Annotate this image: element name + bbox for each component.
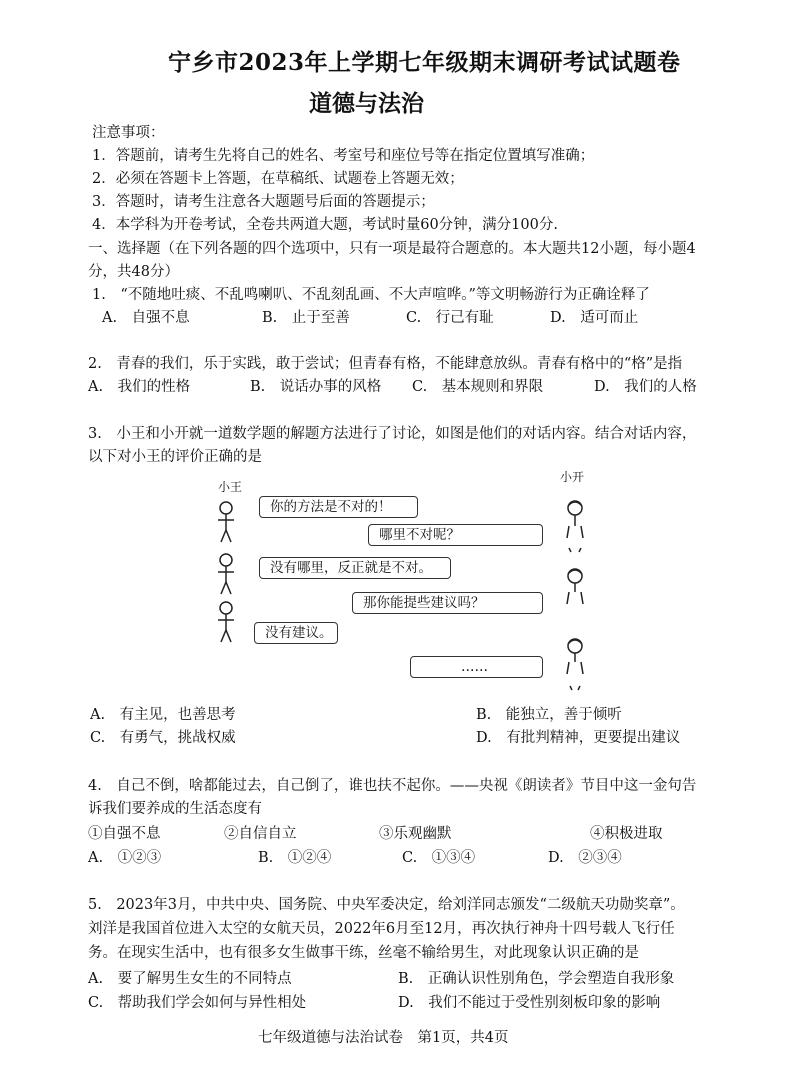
notes-item-2: 2．必须在答题卡上答题，在草稿纸、试题卷上答题无效； [92, 171, 464, 187]
speaker-left-figures [212, 498, 242, 648]
q5-option-a: A. 要了解男生女生的不同特点 [88, 971, 292, 987]
notes-item-1: 1．答题前，请考生先将自己的姓名、考室号和座位号等在指定位置填写准确； [92, 148, 595, 164]
q4-choice-3: ③乐观幽默 [379, 826, 452, 842]
q4-option-c: C. ①③④ [402, 850, 476, 866]
q1-option-c: C. 行己有耻 [406, 310, 494, 326]
notes-heading: 注意事项： [92, 125, 165, 141]
q1-stem: 1. “不随地吐痰、不乱鸣喇叭、不乱刻乱画、不大声喧哗。”等文明畅游行为正确诠释了 [92, 287, 650, 303]
subject-title: 道德与法治 [309, 90, 424, 117]
dialogue-bubble-6: …… [410, 656, 543, 678]
dialogue-bubble-2: 哪里不对呢？ [368, 524, 543, 546]
q5-option-b: B. 正确认识性别角色，学会塑造自我形象 [398, 971, 675, 987]
q4-choice-4: ④积极进取 [590, 826, 663, 842]
exam-title: 宁乡市2023年上学期七年级期末调研考试试题卷 [168, 49, 681, 76]
q3-option-d: D. 有批判精神，更要提出建议 [476, 730, 681, 746]
q4-stem-cont: 诉我们要养成的生活态度有 [88, 801, 262, 817]
q4-option-d: D. ②③④ [548, 850, 622, 866]
q5-stem: 5. 2023年3月，中共中央、国务院、中央军委决定，给刘洋同志颁发“二级航天功勋奖章”。 [88, 897, 685, 913]
q2-stem: 2. 青春的我们，乐于实践，敢于尝试；但青春有格，不能肆意放纵。青春有格中的“格”是指 [88, 356, 683, 372]
q2-option-d: D. 我们的人格 [594, 379, 697, 395]
q1-option-d: D. 适可而止 [550, 310, 639, 326]
dialogue-bubble-3: 没有哪里，反正就是不对。 [259, 557, 451, 579]
dialogue-bubble-5: 没有建议。 [254, 622, 338, 644]
speaker-right-figures [562, 496, 590, 696]
q2-option-a: A. 我们的性格 [88, 379, 191, 395]
q3-option-b: B. 能独立，善于倾听 [476, 707, 622, 723]
notes-item-4: 4．本学科为开卷考试，全卷共两道大题，考试时量60分钟，满分100分. [92, 217, 558, 233]
section-heading-cont: 分，共48分） [88, 264, 179, 280]
q5-stem-cont-2: 务。在现实生活中，也有很多女生做事干练，丝毫不输给男生，对此现象认识正确的是 [88, 945, 639, 961]
q5-stem-cont-1: 刘洋是我国首位进入太空的女航天员，2022年6月至12月，再次执行神舟十四号载人飞行任 [88, 921, 675, 937]
dialogue-bubble-4: 那你能提些建议吗？ [352, 592, 543, 614]
speaker-left-name: 小王 [218, 480, 243, 494]
q4-stem: 4. 自己不倒，啥都能过去，自己倒了，谁也扶不起你。——央视《朗读者》节目中这一金句告 [88, 778, 697, 794]
q3-option-c: C. 有勇气，挑战权威 [90, 730, 236, 746]
q1-option-a: A. 自强不息 [102, 310, 190, 326]
q2-option-c: C. 基本规则和界限 [412, 379, 544, 395]
page-footer: 七年级道德与法治试卷 第1页，共4页 [258, 1030, 509, 1046]
dialogue-bubble-1: 你的方法是不对的！ [259, 496, 418, 518]
q3-option-a: A. 有主见，也善思考 [90, 707, 236, 723]
q1-option-b: B. 止于至善 [262, 310, 350, 326]
q5-option-c: C. 帮助我们学会如何与异性相处 [88, 995, 307, 1011]
q3-stem-cont: 以下对小王的评价正确的是 [88, 449, 262, 465]
q3-stem: 3. 小王和小开就一道数学题的解题方法进行了讨论，如图是他们的对话内容。结合对话内容， [88, 426, 697, 442]
q4-choice-2: ②自信自立 [224, 826, 297, 842]
q4-option-b: B. ①②④ [258, 850, 332, 866]
section-heading: 一、选择题（在下列各题的四个选项中，只有一项是最符合题意的。本大题共12小题，每小题4 [88, 241, 696, 257]
q4-choice-1: ①自强不息 [88, 826, 161, 842]
q5-option-d: D. 我们不能过于受性别刻板印象的影响 [398, 995, 661, 1011]
q4-option-a: A. ①②③ [88, 850, 162, 866]
notes-item-3: 3．答题时，请考生注意各大题题号后面的答题提示； [92, 194, 435, 210]
speaker-right-name: 小开 [560, 470, 585, 484]
q2-option-b: B. 说话办事的风格 [250, 379, 382, 395]
